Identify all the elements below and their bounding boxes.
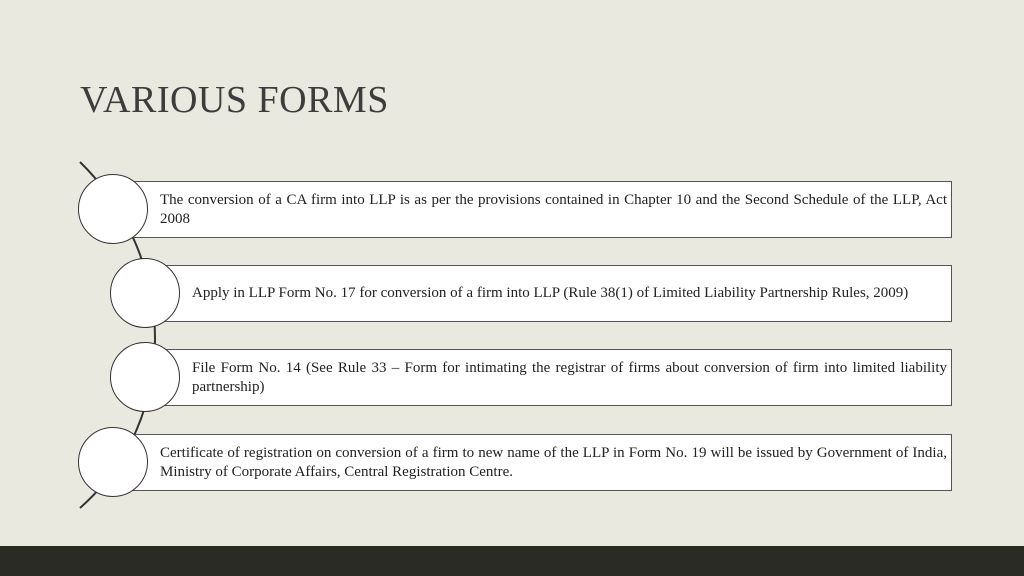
list-item-1 bbox=[115, 181, 952, 238]
list-item-4 bbox=[115, 434, 952, 491]
list-item-3 bbox=[147, 349, 952, 406]
list-item-1-bullet bbox=[78, 174, 148, 244]
list-item-3-bullet bbox=[110, 342, 180, 412]
list-item-4-bullet bbox=[78, 427, 148, 497]
slide-title: VARIOUS FORMS bbox=[80, 79, 389, 121]
list-item-text: File Form No. 14 (See Rule 33 – Form for intimating the registrar of firms about conversion of firm into limited liability partnership) bbox=[192, 359, 947, 395]
footer-bar bbox=[0, 546, 1024, 576]
list-item-text: Apply in LLP Form No. 17 for conversion of a firm into LLP (Rule 38(1) of Limited Liability Partnership Rules, 2009) bbox=[192, 285, 909, 301]
list-item-2-bullet bbox=[110, 258, 180, 328]
list-item-text: Certificate of registration on conversion of a firm to new name of the LLP in Form No. 19 will be issued by Government of India, Ministry of Corporate Affairs, Central Registration Centre. bbox=[160, 444, 947, 480]
list-item-text: The conversion of a CA firm into LLP is as per the provisions contained in Chapter 10 and the Second Schedule of the LLP, Act 2008 bbox=[160, 191, 947, 227]
list-item-2 bbox=[147, 265, 952, 322]
